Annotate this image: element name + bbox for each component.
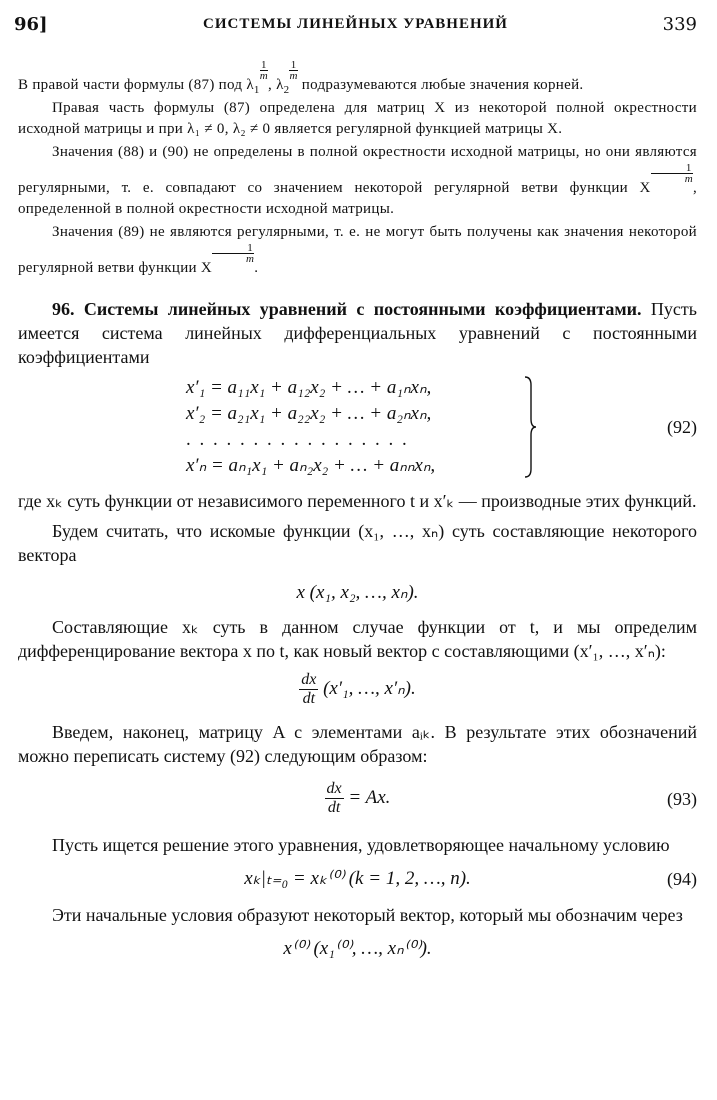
fraction-dx-dt: $\frac{dx}{dt}$	[326, 780, 342, 816]
page-body	[18, 60, 697, 961]
exponent-1-over-m: $\frac{1}{m}$	[212, 243, 254, 264]
equation-system-92	[18, 375, 697, 485]
equation-number: (93)	[667, 788, 697, 809]
paragraph-consider: Будем считать, что искомые функции (x₁, …, xₙ) суть составляющие некоторого вектора	[18, 521, 697, 565]
remark-values-88-90: Значения (88) и (90) не определены в полной окрестности исходной матрицы, но они являются регулярными, т. е. совпадают со значением некоторой регулярной ветви функции X $\frac{1}{m}$ , определенной в полной окрестности исходной матрицы.	[18, 144, 697, 217]
running-title: СИСТЕМЫ ЛИНЕЙНЫХ УРАВНЕНИЙ	[203, 16, 508, 32]
paragraph-components: Составляющие xₖ суть в данном случае функции от t, и мы определим дифференцирование вектора x по t, как новый вектор с составляющими (x′₁, …, x′ₙ):	[18, 617, 697, 661]
exponent-1-over-m: $\frac{1}{m}$	[289, 59, 298, 82]
equation-number: (92)	[667, 417, 697, 437]
small-print-remarks	[18, 60, 697, 279]
equation-number: (94)	[667, 869, 697, 889]
fraction-dx-dt: $\frac{dx}{dt}$	[301, 671, 317, 707]
system-row: x′ₙ = aₙ₁x₁ + aₙ₂x₂ + … + aₙₙxₙ,	[186, 455, 436, 476]
equation-94: xₖ|ₜ₌₀ = xₖ⁽⁰⁾ (k = 1, 2, …, n). (94)	[244, 868, 697, 889]
section-intro: 96. Системы линейных уравнений с постоянными коэффициентами. Пусть имеется система линейных дифференциальных уравнений с постоянными коэффициентами	[18, 299, 697, 367]
vector-x0: x⁽⁰⁾ (x₁⁽⁰⁾, …, xₙ⁽⁰⁾).	[283, 938, 432, 959]
system-row: x′₁ = a₁₁x₁ + a₁₂x₂ + … + a₁ₙxₙ,	[186, 377, 432, 398]
section-number: 96]	[14, 14, 48, 35]
section-96	[18, 297, 697, 961]
remark-values-89: Значения (89) не являются регулярными, т. е. не могут быть получены как значения некоторой регулярной ветви функции X $\frac{1}{m}$ .	[18, 224, 697, 276]
remark-roots: В правой части формулы (87) под $\lambda_1$ $\frac{1}{m}$ , $\lambda_2$ $\frac{1}{m}$ подразумеваются любые значения корней.	[18, 59, 584, 96]
derivative-display: $\frac{dx}{dt}$ (x′₁, …, x′ₙ).	[301, 671, 416, 707]
system-rows	[186, 375, 526, 479]
page-number: 339	[662, 14, 697, 35]
remark-regular: Правая часть формулы (87) определена для матриц X из некоторой полной окрестности исходной матрицы и при λ₁ ≠ 0, λ₂ ≠ 0 является регулярной функцией матрицы X.	[18, 100, 697, 137]
running-head	[14, 14, 697, 40]
paragraph-seek: Пусть ищется решение этого уравнения, удовлетворяющее начальному условию	[52, 835, 670, 855]
paragraph-initial: Эти начальные условия образуют некоторый вектор, который мы обозначим через	[52, 905, 683, 925]
equation-93: $\frac{dx}{dt}$ = Ax. (93)	[326, 780, 697, 816]
section-heading: 96. Системы линейных уравнений с постоянными коэффициентами.	[52, 299, 642, 319]
paragraph-where: где xₖ суть функции от независимого переменного t и x′ₖ — производные этих функций.	[18, 491, 697, 511]
system-row: x′₂ = a₂₁x₁ + a₂₂x₂ + … + a₂ₙxₙ,	[186, 403, 432, 424]
exponent-1-over-m: $\frac{1}{m}$	[259, 59, 268, 82]
exponent-1-over-m: $\frac{1}{m}$	[651, 163, 693, 184]
paragraph-matrix: Введем, наконец, матрицу A с элементами aᵢₖ. В результате этих обозначений можно переписать систему (92) следующим образом:	[18, 722, 697, 766]
right-brace	[523, 375, 537, 479]
vector-x: x (x₁, x₂, …, xₙ).	[296, 582, 419, 603]
system-row: . . . . . . . . . . . . . . . . .	[186, 429, 409, 450]
